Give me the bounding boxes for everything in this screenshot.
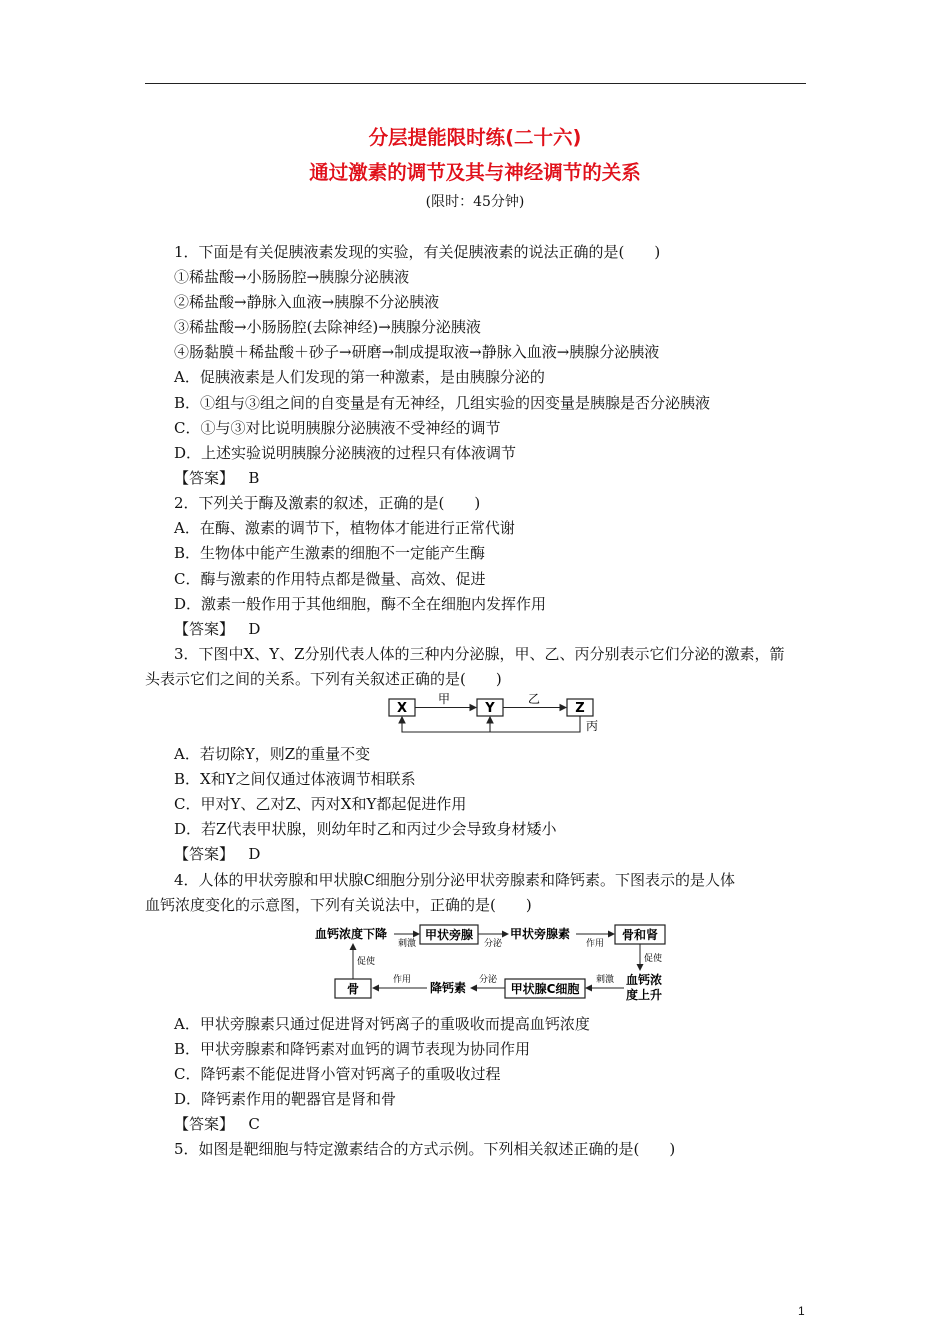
calcitonin-label: 降钙素 bbox=[430, 981, 467, 995]
page-subtitle: 通过激素的调节及其与神经调节的关系 bbox=[309, 161, 641, 184]
q3-diagram bbox=[380, 690, 610, 738]
high-calcium-label-2: 度上升 bbox=[626, 988, 663, 1002]
q5-stem: 5．如图是靶细胞与特定激素结合的方式示例。下列相关叙述正确的是( ) bbox=[174, 1140, 676, 1158]
q1-item: ④肠黏膜＋稀盐酸＋砂子→研磨→制成提取液→静脉入血液→胰腺分泌胰液 bbox=[174, 343, 660, 361]
gland-y-label: Y bbox=[485, 701, 495, 716]
c-cell-label: 甲状腺C细胞 bbox=[510, 982, 580, 996]
q4-answer bbox=[174, 1113, 260, 1134]
q4-option-d: D．降钙素作用的靶器官是肾和骨 bbox=[174, 1090, 397, 1108]
answer-value: B bbox=[248, 469, 260, 487]
q2-stem: 2．下列关于酶及激素的叙述，正确的是( ) bbox=[174, 494, 481, 512]
act-label-top: 作用 bbox=[585, 939, 605, 949]
promote-label-left: 促使 bbox=[357, 957, 376, 967]
high-calcium-label-1: 血钙浓 bbox=[626, 973, 663, 987]
q4-option-c: C．降钙素不能促进肾小管对钙离子的重吸收过程 bbox=[174, 1065, 501, 1083]
q3-option-d: D．若Z代表甲状腺，则幼年时乙和丙过少会导致身材矮小 bbox=[174, 820, 557, 838]
secrete-label-bottom: 分泌 bbox=[478, 975, 498, 985]
q2-option-a: A．在酶、激素的调节下，植物体才能进行正常代谢 bbox=[174, 519, 515, 537]
q3-option-a: A．若切除Y，则Z的重量不变 bbox=[174, 745, 371, 763]
q4-stem-line1: 4．人体的甲状旁腺和甲状腺C细胞分别分泌甲状旁腺素和降钙素。下图表示的是人体 bbox=[174, 871, 736, 889]
act-label-bottom: 作用 bbox=[392, 975, 412, 985]
q1-answer bbox=[174, 467, 259, 488]
hormone-bing-label: 丙 bbox=[585, 719, 599, 733]
answer-value: D bbox=[248, 620, 261, 638]
q1-option-d: D．上述实验说明胰腺分泌胰液的过程只有体液调节 bbox=[174, 444, 517, 462]
q3-option-c: C．甲对Y、乙对Z、丙对X和Y都起促进作用 bbox=[174, 795, 467, 813]
page-title: 分层提能限时练(二十六) bbox=[368, 126, 582, 149]
q1-option-b: B．①组与③组之间的自变量是有无神经，几组实验的因变量是胰腺是否分泌胰液 bbox=[174, 394, 711, 412]
time-limit-note: (限时：45分钟) bbox=[425, 194, 525, 210]
feedback-line bbox=[402, 716, 580, 732]
q2-option-b: B．生物体中能产生激素的细胞不一定能产生酶 bbox=[174, 544, 486, 562]
gland-z-label: Z bbox=[575, 701, 585, 716]
header-rule bbox=[145, 83, 806, 84]
q1-item: ①稀盐酸→小肠肠腔→胰腺分泌胰液 bbox=[174, 268, 410, 286]
q2-answer bbox=[174, 618, 260, 639]
q3-stem-line2: 头表示它们之间的关系。下列有关叙述正确的是( ) bbox=[145, 670, 502, 688]
gland-x-label: X bbox=[396, 701, 408, 716]
q4-option-b: B．甲状旁腺素和降钙素对血钙的调节表现为协同作用 bbox=[174, 1040, 531, 1058]
answer-label: 【答案】 bbox=[174, 469, 235, 487]
answer-value: D bbox=[248, 845, 261, 863]
answer-label: 【答案】 bbox=[174, 620, 235, 638]
q4-option-a: A．甲状旁腺素只通过促进肾对钙离子的重吸收而提高血钙浓度 bbox=[174, 1015, 590, 1033]
hormone-yi-label: 乙 bbox=[527, 692, 541, 706]
parathyroid-label: 甲状旁腺 bbox=[424, 928, 474, 942]
promote-label-right: 促使 bbox=[644, 954, 663, 964]
answer-label: 【答案】 bbox=[174, 845, 235, 863]
q3-answer bbox=[174, 843, 260, 864]
bone-label: 骨 bbox=[346, 982, 360, 996]
q2-option-c: C．酶与激素的作用特点都是微量、高效、促进 bbox=[174, 570, 486, 588]
hormone-jia-label: 甲 bbox=[437, 692, 451, 706]
q1-stem: 1．下面是有关促胰液素发现的实验，有关促胰液素的说法正确的是( ) bbox=[174, 243, 661, 261]
q4-diagram bbox=[310, 918, 680, 1006]
q1-item: ②稀盐酸→静脉入血液→胰腺不分泌胰液 bbox=[174, 293, 440, 311]
answer-label: 【答案】 bbox=[174, 1115, 235, 1133]
q3-option-b: B．X和Y之间仅通过体液调节相联系 bbox=[174, 770, 416, 788]
pth-label: 甲状旁腺素 bbox=[510, 927, 571, 941]
q1-item: ③稀盐酸→小肠肠腔(去除神经)→胰腺分泌胰液 bbox=[174, 318, 481, 336]
stimulate-label-bottom: 刺激 bbox=[595, 975, 615, 985]
bone-kidney-label: 骨和肾 bbox=[621, 928, 659, 942]
q1-option-c: C．①与③对比说明胰腺分泌胰液不受神经的调节 bbox=[174, 419, 501, 437]
q4-stem-line2: 血钙浓度变化的示意图，下列有关说法中，正确的是( ) bbox=[145, 896, 532, 914]
answer-value: C bbox=[248, 1115, 260, 1133]
q1-option-a: A．促胰液素是人们发现的第一种激素，是由胰腺分泌的 bbox=[174, 368, 545, 386]
stimulate-label-top: 刺激 bbox=[397, 939, 417, 949]
page-number: 1 bbox=[798, 1304, 805, 1318]
secrete-label-top: 分泌 bbox=[483, 939, 503, 949]
q2-option-d: D．激素一般作用于其他细胞，酶不全在细胞内发挥作用 bbox=[174, 595, 547, 613]
low-calcium-label: 血钙浓度下降 bbox=[315, 927, 388, 941]
q3-stem-line1: 3．下图中X、Y、Z分别代表人体的三种内分泌腺，甲、乙、丙分别表示它们分泌的激素，箭 bbox=[174, 645, 785, 663]
